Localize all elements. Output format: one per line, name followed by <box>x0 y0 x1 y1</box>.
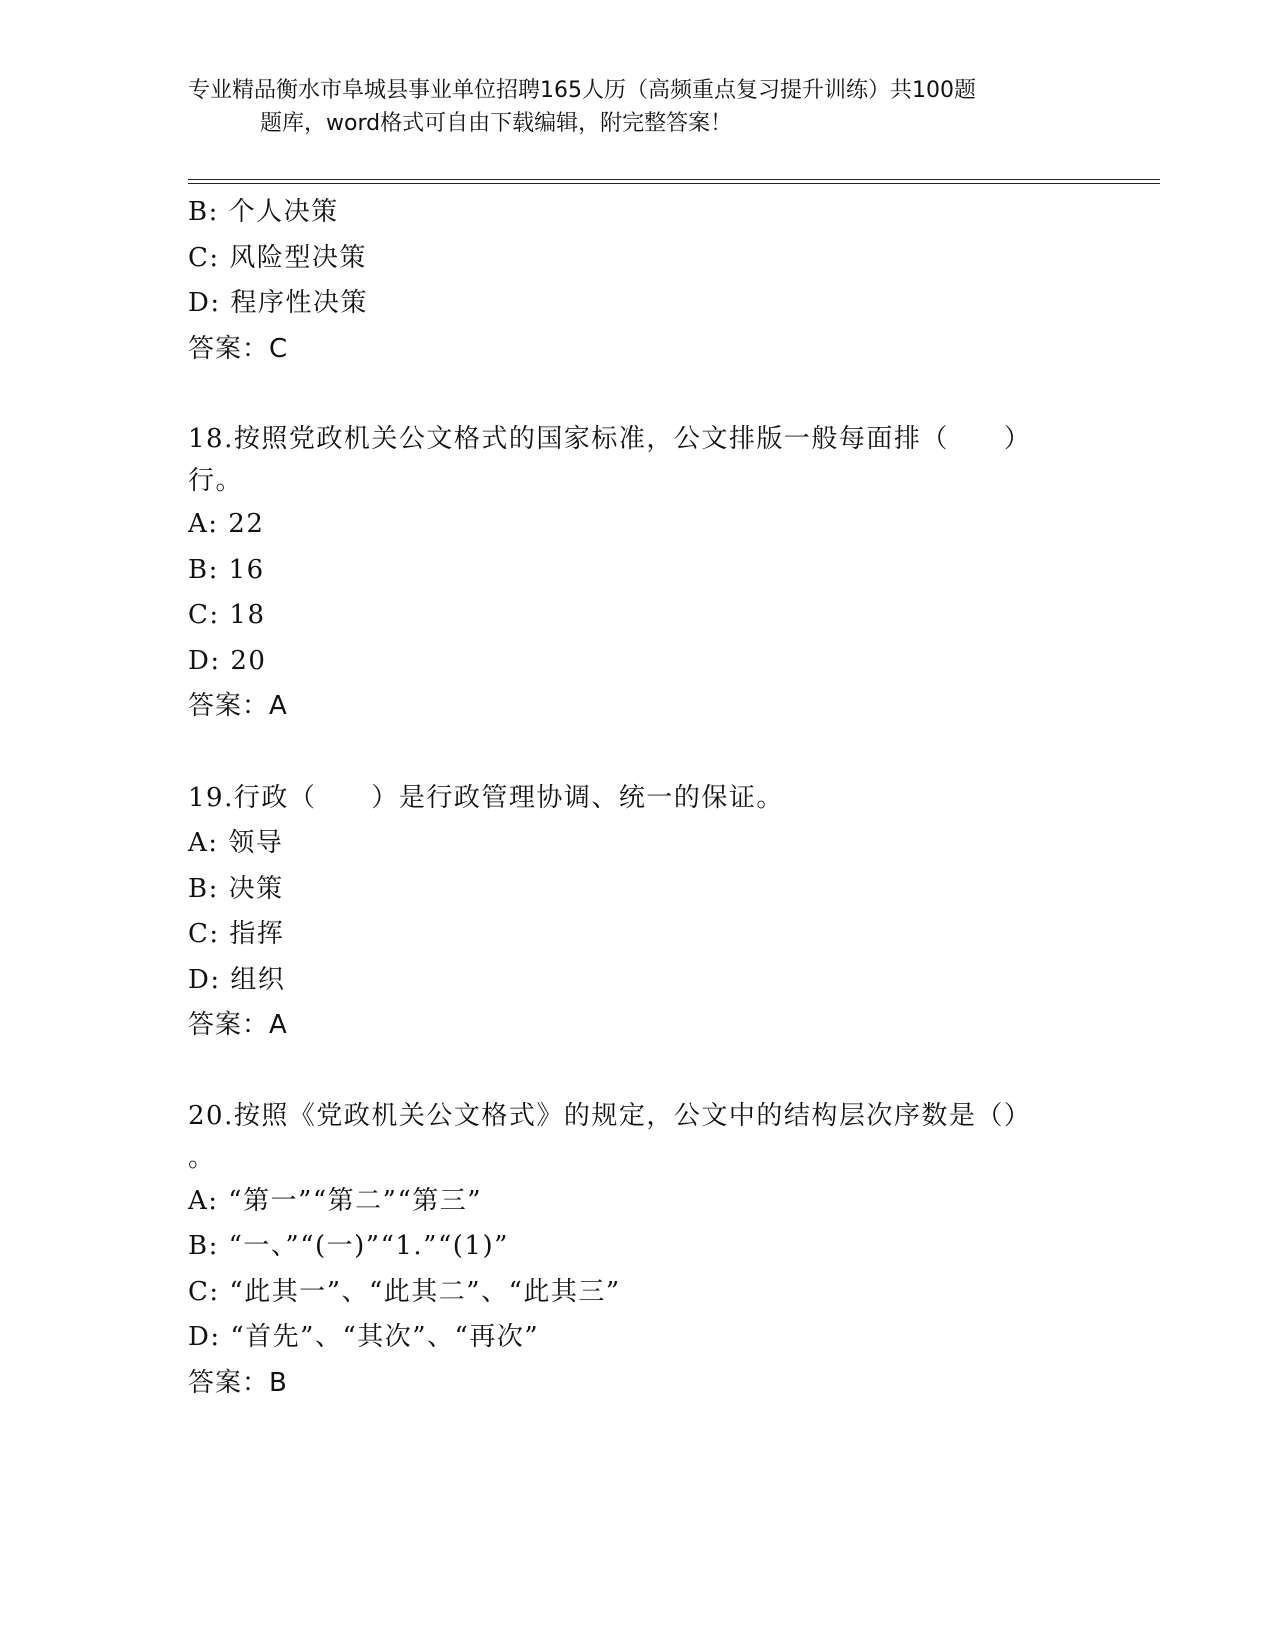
header-divider-top <box>188 179 1160 180</box>
header-divider-bottom <box>188 183 1160 184</box>
option-d: D: 程序性决策 <box>188 288 368 318</box>
question-stem-continued: 。 <box>188 1142 216 1173</box>
answer-line: 答案：A <box>188 1010 288 1040</box>
question-stem: 18.按照党政机关公文格式的国家标准，公文排版一般每面排（ ） <box>188 424 1032 454</box>
question-19 <box>188 776 1068 1049</box>
header-title-line1: 专业精品衡水市阜城县事业单位招聘165人历（高频重点复习提升训练）共100题 <box>188 78 976 103</box>
spacer <box>188 1049 1068 1095</box>
option-b: B: 个人决策 <box>188 197 339 227</box>
option-c: C: 风险型决策 <box>188 242 367 273</box>
question-stem: 20.按照《党政机关公文格式》的规定，公文中的结构层次序数是（） <box>188 1100 1032 1131</box>
document-header <box>188 74 1088 140</box>
answer-line: 答案：B <box>188 1367 288 1398</box>
question-18 <box>188 418 1068 730</box>
question-stem-continued: 行。 <box>188 466 244 496</box>
option-d: D: 组织 <box>188 964 286 995</box>
answer-line: 答案：A <box>188 691 288 721</box>
spacer <box>188 372 1068 418</box>
question-17-continued <box>188 190 1068 372</box>
question-20 <box>188 1095 1068 1407</box>
option-a: A: “第一”“第二”“第三” <box>188 1185 483 1216</box>
option-a: A: 领导 <box>188 828 284 858</box>
option-c: C: 18 <box>188 600 266 630</box>
header-title-line2: 题库，word格式可自由下载编辑，附完整答案！ <box>260 111 733 136</box>
option-d: D: “首先”、“其次”、“再次” <box>188 1322 540 1352</box>
option-b: B: “一、”“(一)”“1.”“(1)” <box>188 1231 509 1261</box>
option-a: A: 22 <box>188 509 265 539</box>
option-b: B: 16 <box>188 554 265 585</box>
option-b: B: 决策 <box>188 873 284 904</box>
option-d: D: 20 <box>188 645 267 676</box>
question-stem: 19.行政（ ）是行政管理协调、统一的保证。 <box>188 782 784 813</box>
question-list <box>188 190 1068 1406</box>
option-c: C: “此其一”、“此其二”、“此其三” <box>188 1276 621 1307</box>
spacer <box>188 730 1068 776</box>
answer-line: 答案：C <box>188 333 289 364</box>
option-c: C: 指挥 <box>188 919 285 949</box>
